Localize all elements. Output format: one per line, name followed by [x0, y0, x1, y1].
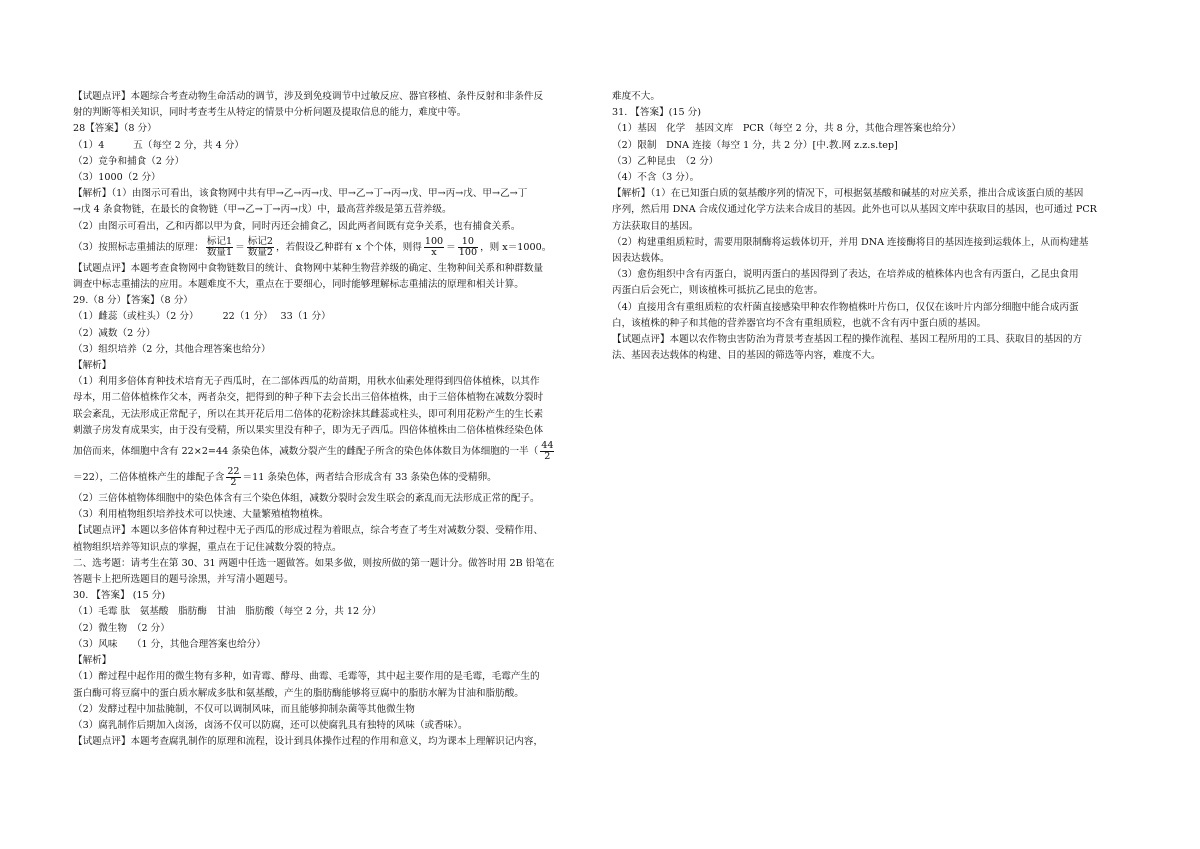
- text-line: （1）醉过程中起作用的微生物有多种，如青霉、酵母、曲霉、毛霉等，其中起主要作用的是毛霉，毛霉产生的: [73, 671, 540, 683]
- text-line: 白，该植株的种子和其他的营养器官均不含有重组质粒，也就不含有丙中蛋白质的基因。: [612, 317, 987, 329]
- text-line: （2）三倍体植物体细胞中的染色体含有三个染色体组，减数分裂时会发生联会的紊乱而无法形成正常的配子。: [73, 493, 540, 505]
- formula-line-chromosome-half: 加倍而来，体细胞中含有 22×2=44 条染色体，减数分裂产生的雌配子所含的染色体体数目为体细胞的一半（ $\frac{44}{2}$: [73, 440, 554, 463]
- analysis-heading: 【解析】: [73, 360, 112, 372]
- text-line: 法、基因表达载体的构建、目的基因的筛选等内容，难度不大。: [612, 350, 881, 362]
- text-line: （3）组织培养（2 分，其他合理答案也给分）: [73, 343, 271, 355]
- text-line: 【解析】（1）由图示可看出，该食物网中共有甲→乙→丙→戊、甲→乙→丁→丙→戊、甲→丙→戊、甲→乙→丁: [73, 188, 528, 200]
- question-30-answer-heading: 30. 【答案】 (15 分): [73, 590, 166, 602]
- text-line: （4）直接用含有重组质粒的农杆菌直接感染甲种农作物植株叶片伤口，仅仅在该叶片内部分细胞中能合成丙蛋: [612, 301, 1079, 313]
- text-line: 【试题点评】本题考查食物网中食物链数目的统计、食物网中某种生物营养级的确定、生物种间关系和种群数量: [73, 262, 544, 274]
- text-line: 【试题点评】本题以农作物虫害防治为背景考查基因工程的操作流程、基因工程所用的工具、获取目的基因的方: [612, 334, 1083, 346]
- fraction: $\frac{10}{100}$: [458, 235, 478, 258]
- question-31-answer-heading: 31. 【答案】(15 分): [612, 107, 702, 119]
- formula-line-male-gamete: ＝22），二倍体植株产生的雄配子含 $\frac{22}{2}$ ＝11 条染色体，两者结合形成含有 33 条染色体的受精卵。: [73, 466, 497, 489]
- text-line: 【试题点评】本题综合考查动物生命活动的调节，涉及到免疫调节中过敏反应、器官移植、条件反射和非条件反: [73, 91, 544, 102]
- text-line: （2）构建重组质粒时，需要用限制酶将运载体切开，并用 DNA 连接酶将目的基因连接到运载体上，从而构建基: [612, 236, 1089, 248]
- text-line: 因表达载体。: [612, 253, 670, 265]
- text-line: （1）基因 化学 基因文库 PCR（每空 2 分，共 8 分，其他合理答案也给分）: [612, 123, 961, 135]
- text-line: （3）腐乳制作后期加入卤汤，卤汤不仅可以防腐，还可以使腐乳具有独特的风味（或香味）。: [73, 719, 468, 731]
- text-line: （2）限制 DNA 连接（每空 1 分，共 2 分）[中.教.网 z.z.s.tep]: [612, 139, 898, 151]
- text-line: →戊 4 条食物链，在最长的食物链（甲→乙→丁→丙→戊）中，最高营养级是第五营养级。: [73, 204, 452, 216]
- text-line: 丙蛋白后会死亡，则该植株可抵抗乙昆虫的危害。: [612, 285, 824, 297]
- text-line: （1）毛霉 肽 氨基酸 脂肪酶 甘油 脂肪酸（每空 2 分，共 12 分）: [73, 606, 382, 618]
- fraction: $\frac{\text{标记2}}{\text{数量2}}$: [247, 235, 274, 258]
- text-line: （1）4 五（每空 2 分，共 4 分）: [73, 139, 244, 151]
- fraction: $\frac{44}{2}$: [541, 440, 554, 463]
- question-28-answer-heading: 28【答案】（8 分）: [73, 123, 157, 135]
- text-line: （3）风味 （1 分，其他合理答案也给分）: [73, 638, 266, 650]
- text-line: （3）愈伤组织中含有丙蛋白，说明丙蛋白的基因得到了表达，在培养成的植株体内也含有丙蛋白，乙昆虫食用: [612, 269, 1079, 281]
- text-line: （1）利用多倍体育种技术培育无子西瓜时，在二部体西瓜的幼苗期，用秋水仙素处理得到四倍体植株，以其作: [73, 376, 540, 388]
- question-29-answer-heading: 29.（8 分）【答案】（8 分）: [73, 295, 193, 307]
- fraction: $\frac{22}{2}$: [227, 466, 240, 489]
- left-column: [73, 89, 605, 750]
- text-line: （2）由图示可看出，乙和丙都以甲为食，同时丙还会捕食乙，因此两者间既有竞争关系，也有捕食关系。: [73, 220, 521, 232]
- text-line: （3）1000（2 分）: [73, 172, 161, 184]
- text-line: 联会紊乱，无法形成正常配子，所以在其开花后用二倍体的花粉涂抹其雌蕊或柱头，即可利用花粉产生的生长素: [73, 408, 544, 420]
- text-line: 刺激子房发育成果实，由于没有受精，所以果实里没有种子，即为无子西瓜。四倍体植株由二倍体植株经染色体: [73, 424, 544, 436]
- text-line: （2）竞争和捕食（2 分）: [73, 155, 185, 167]
- text-line: 方法获取目的基因。: [612, 220, 699, 232]
- text-line: （1）雌蕊（或柱头）（2 分） 22（1 分） 33（1 分）: [73, 311, 331, 323]
- text-line: 母本，用二倍体植株作父本，两者杂交，把得到的种子种下去会长出三倍体植株，由于三倍体植物在减数分裂时: [73, 392, 544, 404]
- text-line: 【试题点评】本题考查腐乳制作的原理和流程，设计到具体操作过程的作用和意义，均为课本上理解识记内容，: [73, 736, 544, 748]
- text-line: 【试题点评】本题以多倍体育种过程中无子西瓜的形成过程为着眼点，综合考查了考生对减数分裂、受精作用、: [73, 525, 544, 537]
- text-line: 蛋白酶可将豆腐中的蛋白质水解成多肽和氨基酸，产生的脂肪酶能够将豆腐中的脂肪水解为甘油和脂肪酸。: [73, 687, 524, 699]
- text-line: （4）不含（3 分）。: [612, 172, 700, 184]
- right-column: [612, 89, 1128, 364]
- section-heading-elective: 二、选考题：请考生在第 30、31 两题中任选一题做答。如果多做，则按所做的第一题计分。做答时用 2B 铅笔在: [73, 557, 555, 569]
- text-line: 调查中标志重捕法的应用。本题难度不大，重点在于要细心，同时能够理解标志重捕法的原理和相关计算。: [73, 279, 524, 291]
- fraction: $\frac{100}{x}$: [424, 235, 444, 258]
- text-line: 序列，然后用 DNA 合成仪通过化学方法来合成目的基因。此外也可以从基因文库中获取目的基因，也可通过 PCR: [612, 204, 1097, 216]
- analysis-heading: 【解析】: [73, 655, 112, 667]
- text-line: （2）减数（2 分）: [73, 327, 156, 339]
- fraction: $\frac{\text{标记1}}{\text{数量1}}$: [206, 235, 233, 258]
- text-line: 植物组织培养等知识点的掌握，重点在于记住减数分裂的特点。: [73, 541, 342, 553]
- text-line: 【解析】（1）在已知蛋白质的氨基酸序列的情况下，可根据氨基酸和碱基的对应关系，推出合成该蛋白质的基因: [612, 188, 1084, 200]
- text-line: （2）微生物 （2 分）: [73, 622, 170, 634]
- text-line: （3）利用植物组织培养技术可以快速、大量繁殖植物植株。: [73, 509, 329, 521]
- formula-line-mark-recapture: （3）按照标志重捕法的原理： $\frac{\text{标记1}}{\text{数量1}}$ ＝ $\frac{\text{标记2}}{\text{数量2}}$ ，若假设乙种群有 x 个个体，则得 $\frac{100}{x}$ ＝ $\frac{10}{100}$ ，则 x＝1000。: [73, 235, 552, 258]
- text-line: 射的判断等相关知识，同时考查考生从特定的情景中分析问题及提取信息的能力，难度中等。: [73, 107, 467, 119]
- text-line: 难度不大。: [612, 91, 660, 102]
- text-line: （2）发酵过程中加盐腌制，不仅可以调制风味，而且能够抑制杂菌等其他微生物: [73, 703, 415, 715]
- text-line: （3）乙种昆虫 （2 分）: [612, 155, 719, 167]
- text-line: 答题卡上把所选题目的题号涂黑，并写清小题题号。: [73, 574, 294, 586]
